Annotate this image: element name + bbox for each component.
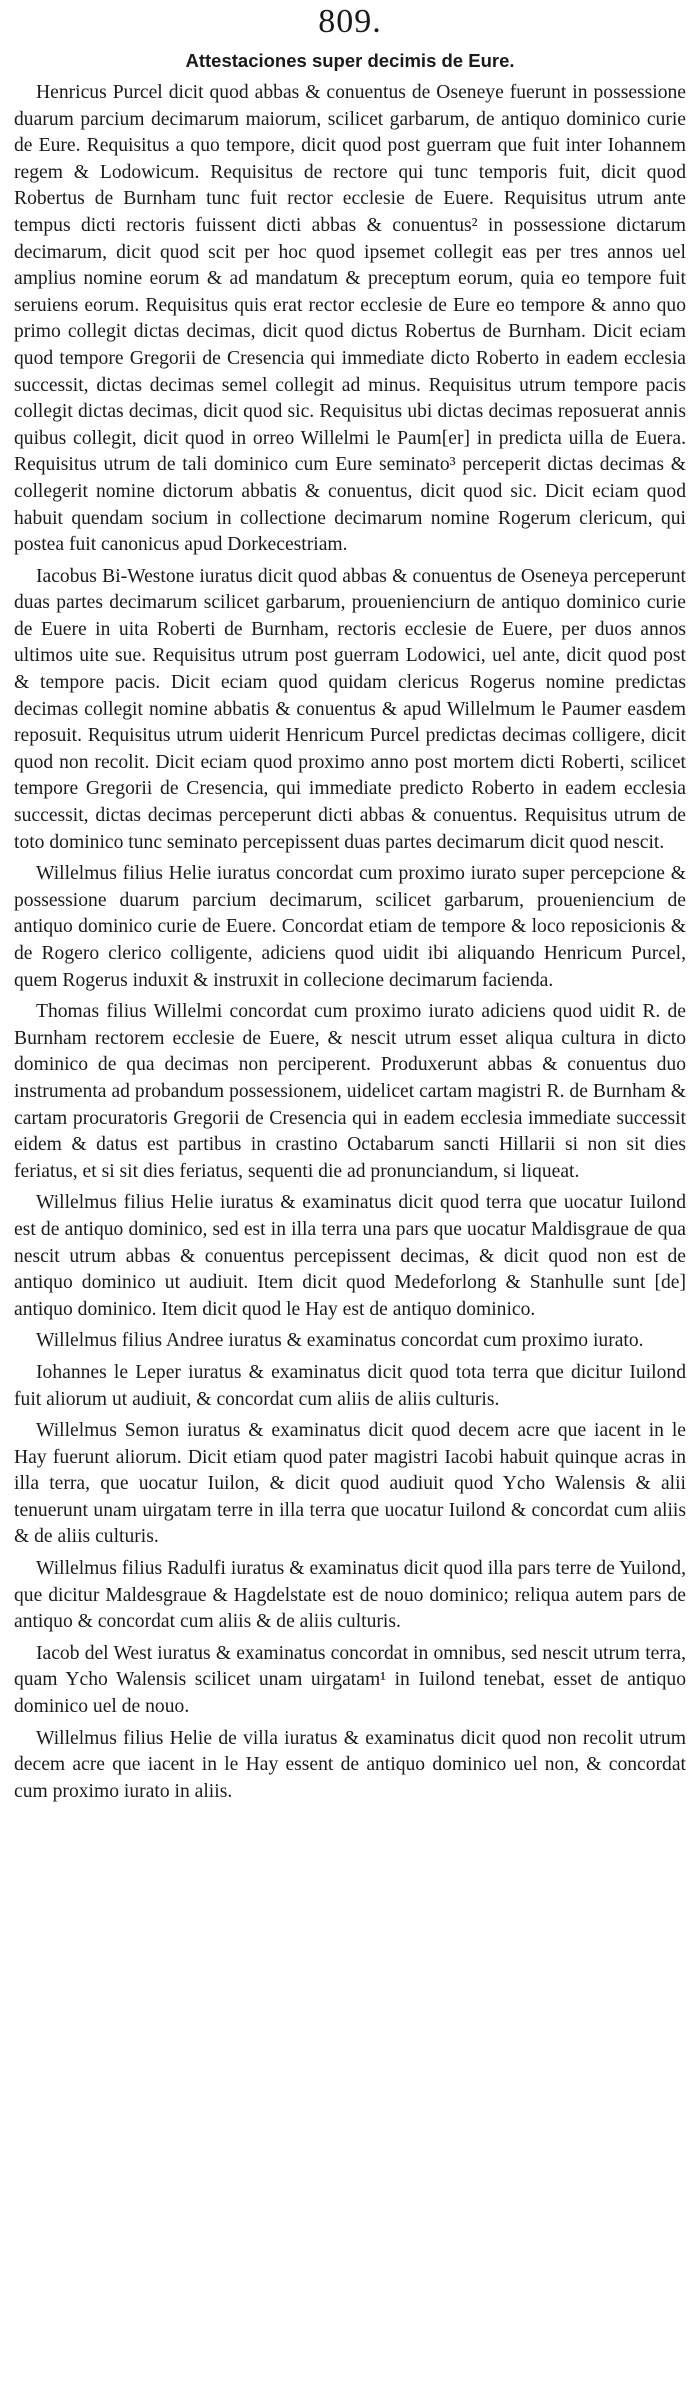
- paragraph-thomas-filius-willelmi: Thomas filius Willelmi concordat cum proximo iurato adiciens quod uidit R. de Burnham rectorem ecclesie de Euere, & nescit utrum esset aliqua cultura in dicto dominico de qua decimas non perciperent. Produxerunt abbas & conuentus duo instrumenta ad probandum possessionem, uidelicet cartam magistri R. de Burnham & cartam procuratoris Gregorii de Cresencia qui in eadem ecclesia immediate successit eidem & datus est partibus in crastino Octabarum sancti Hillarii si non sit dies feriatus, et si sit dies feriatus, sequenti die ad pronunciandum, si liqueat.: [14, 1001, 686, 1182]
- paragraph-willelmus-filius-helie: Willelmus filius Helie iuratus concordat cum proximo iurato super percepcione & possessione duarum parcium decimarum, scilicet garbarum, proueniencium de antiquo dominico curie de Euere. Concordat etiam de tempore & loco reposicionis & de Rogero clerico colligente, adiciens quod uidit ibi aliquando Henricum Purcel, quem Rogerus induxit & instruxit in collecione decimarum facienda.: [14, 863, 686, 991]
- paragraph-willelmus-filius-helie-2: Willelmus filius Helie iuratus & examinatus dicit quod terra que uocatur Iuilond est de antiquo dominico, sed est in illa terra una pars que uocatur Maldisgraue de qua nescit utrum abbas & conuentus percepissent decimas, & dicit quod non est de antiquo dominico ut audiuit. Item dicit quod Medeforlong & Stanhulle sunt [de] antiquo dominico. Item dicit quod le Hay est de antiquo dominico.: [14, 1192, 686, 1320]
- paragraph-willelmus-filius-radulfi: Willelmus filius Radulfi iuratus & examinatus dicit quod illa pars terre de Yuilond, que dicitur Maldesgraue & Hagdelstate est de nouo dominico; reliqua autem pars de antiquo & concordat cum aliis & de aliis culturis.: [14, 1558, 686, 1633]
- section-heading: Attestaciones super decimis de Eure.: [185, 50, 515, 71]
- paragraph-iacob-del-west: Iacob del West iuratus & examinatus concordat in omnibus, sed nescit utrum terra, quam Ycho Walensis scilicet unam uirgatam¹ in Iuilond tenebat, esset de antiquo dominico uel de nouo.: [14, 1642, 686, 1718]
- paragraph-iacobus-bi-westone: Iacobus Bi-Westone iuratus dicit quod abbas & conuentus de Oseneya perceperunt duas partes decimarum scilicet garbarum, prouenienciurn de antiquo dominico curie de Euere in uita Roberti de Burnham, rectoris ecclesie de Euere, per duos annos ultimos uite sue. Requisitus utrum post guerram Lodowici, uel ante, dicit quod post & tempore pacis. Dicit eciam quod quidam clericus Rogerus nomine predictas decimas collegit nomine abbatis & conuentus & apud Willelmum le Paumer easdem reposuit. Requisitus utrum uiderit Henricum Purcel predictas decimas colligere, dicit quod non recolit. Dicit eciam quod proximo anno post mortem dicti Roberti, scilicet tempore Gregorii de Cresencia, qui immediate predicto Roberto in eadem ecclesia successit, dictas decimas perceperunt dicti abbas & conuentus. Requisitus utrum de toto dominico tunc seminato percepissent duas partes decimarum dicit quod nescit.: [14, 565, 686, 853]
- paragraph-willelmus-filius-helie-de-villa: Willelmus filius Helie de villa iuratus & examinatus dicit quod non recolit utrum decem acre que iacent in le Hay essent de antiquo dominico uel non, & concordat cum proximo iurato in aliis.: [14, 1727, 686, 1802]
- page-number: 809.: [318, 3, 382, 40]
- paragraph-henricus-purcel: Henricus Purcel dicit quod abbas & conuentus de Oseneye fuerunt in possessione duarum parcium decimarum maiorum, scilicet garbarum, de antiquo dominico curie de Eure. Requisitus a quo tempore, dicit quod post guerram que fuit inter Iohannem regem & Lodowicum. Requisitus de rectore qui tunc temporis fuit, dicit quod Robertus de Burnham tunc fuit rector ecclesie de Euere. Requisitus utrum ante tempus dicti rectoris fuissent dicti abbas & conuentus² in possessione dictarum decimarum, dicit quod scit per hoc quod ipsemet collegit eas per tres annos uel amplius nomine eorum & ad mandatum & preceptum eorum, quia eo tempore fuit seruiens eorum. Requisitus quis erat rector ecclesie de Eure eo tempore & anno quo primo collegit dictas decimas, dicit quod dictus Robertus de Burnham. Dicit eciam quod tempore Gregorii de Cresencia qui immediate dicto Roberto in eadem ecclesia successit, dictas decimas semel collegit ad minus. Requisitus utrum tempore pacis collegit dictas decimas, dicit quod sic. Requisitus ubi dictas decimas reposuerat annis quibus collegit, dicit quod in orreo Willelmi le Paum[er] in predicta uilla de Euera. Requisitus utrum de tali dominico cum Eure seminato³ perceperit dictas decimas & collegerit nomine dictorum abbatis & conuentus, dicit quod sic. Dicit eciam quod habuit quendam socium in collectione decimarum nomine Rogerum clericum, qui postea fuit canonicus apud Dorkecestriam.: [14, 82, 686, 556]
- paragraph-iohannes-le-leper: Iohannes le Leper iuratus & examinatus dicit quod tota terra que dicitur Iuilond fuit aliorum ut audiuit, & concordat cum aliis de aliis culturis.: [14, 1361, 686, 1410]
- paragraph-willelmus-semon: Willelmus Semon iuratus & examinatus dicit quod decem acre que iacent in le Hay fuerunt aliorum. Dicit etiam quod pater magistri Iacobi habuit quinque acras in illa terra, que uocatur Iuilon, & dicit quod audiuit quod Ycho Walensis & alii tenuerunt unam uirgatam terre in illa terra que uocatur Iuilond & concordat cum aliis & de aliis culturis.: [14, 1420, 686, 1548]
- paragraph-willelmus-filius-andree: Willelmus filius Andree iuratus & examinatus concordat cum proximo iurato.: [36, 1330, 644, 1352]
